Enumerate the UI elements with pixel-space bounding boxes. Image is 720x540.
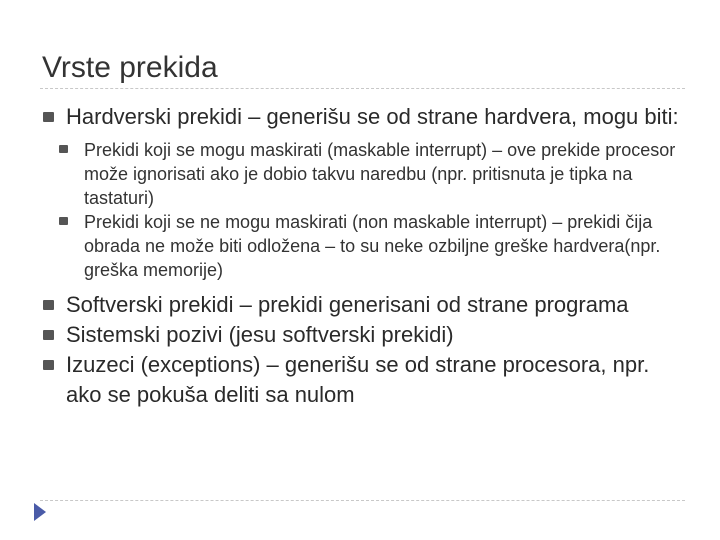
list-item-system-calls [40,320,680,350]
list-item-text: Sistemski pozivi (jesu softverski prekidi) [66,322,454,347]
sub-list-item-text: Prekidi koji se ne mogu maskirati (non maskable interrupt) – prekidi čija obrada ne može biti odložena – to su neke ozbiljne greške hardvera(npr. greška memorije) [84,212,661,280]
triangle-marker-icon [34,503,46,521]
list-item-text: Hardverski prekidi – generišu se od strane hardvera, mogu biti: [66,104,679,129]
list-item-exceptions [40,350,680,410]
bullet-icon [42,329,55,341]
bullet-icon [42,359,55,371]
list-item-text: Softverski prekidi – prekidi generisani od strane programa [66,292,629,317]
title-divider [40,88,685,89]
list-item-text: Izuzeci (exceptions) – generišu se od strane procesora, npr. ako se pokuša deliti sa nulom [66,352,650,407]
sub-list [62,138,680,282]
sub-list-item-non-maskable [62,210,680,282]
bullet-icon [58,216,69,226]
footer-divider [40,500,685,501]
sub-list-item-maskable [62,138,680,210]
bullet-icon [42,111,55,123]
bullet-icon [42,299,55,311]
list-item-hardware [40,102,680,282]
list-item-software [40,290,680,320]
bullet-icon [58,144,69,154]
slide-title: Vrste prekida [42,51,218,84]
bullet-list [40,102,680,410]
sub-list-item-text: Prekidi koji se mogu maskirati (maskable interrupt) – ove prekide procesor može ignorisati ako je dobio takvu naredbu (npr. pritisnuta je tipka na tastaturi) [84,140,676,208]
